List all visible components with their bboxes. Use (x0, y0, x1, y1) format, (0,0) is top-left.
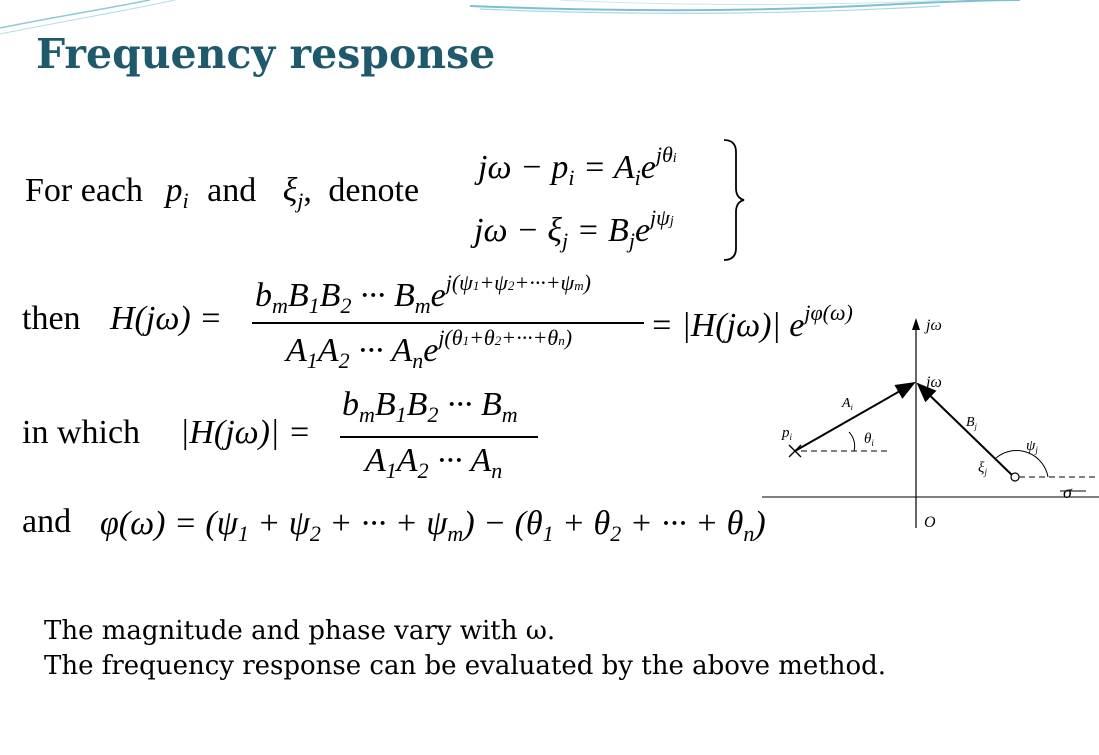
point-jw-label: jω (926, 374, 942, 391)
H-denominator: $A_1A_2$ ··· $A_ne^{j(\theta 1+\theta 2+\cdot\cdot\cdot+\theta n)}$ (286, 325, 573, 373)
H-rhs: = |H(jω)| $e^{j\varphi(\omega)}$ (650, 300, 853, 344)
symbol-xi-j: $\xi_j$ (282, 172, 304, 213)
H-numerator: $b_mB_1B_2$ ··· $B_me^{j(\psi 1+\psi 2+\cdot\cdot\cdot+\psi m)}$ (255, 270, 591, 318)
H-fraction-bar (252, 322, 644, 324)
for-each-line (25, 172, 419, 214)
note-line-2: The frequency response can be evaluated by the above method. (44, 651, 887, 681)
page-title: Frequency response (36, 30, 496, 78)
pole-label: $p_i$ (782, 425, 793, 442)
imag-axis-arrow (912, 318, 920, 330)
vector-A-label: $A_i$ (842, 396, 853, 412)
and-text: and (207, 172, 257, 209)
magnitude-denominator: $A_1A_2$ ··· $A_n$ (365, 442, 503, 483)
zero-label: $\xi_j$ (978, 460, 987, 477)
notes (44, 614, 886, 684)
axis-jw-label: jω (926, 317, 942, 334)
H-lhs: H(jω) = (110, 300, 223, 337)
in-which-text: in which (22, 414, 141, 451)
then-text: then (22, 300, 81, 337)
denote-text: denote (328, 172, 420, 209)
theta-label: $\theta_i$ (864, 431, 874, 448)
origin-label: O (924, 514, 936, 531)
and-phase-text: and (22, 503, 72, 540)
psi-label: $\psi_j$ (1026, 438, 1038, 455)
magnitude-fraction-bar (340, 436, 538, 438)
equation-pole: $j\omega - p_i = A_ie^{j\theta i}$ (478, 142, 677, 190)
theta-arc (849, 432, 855, 451)
right-brace (718, 138, 748, 262)
comma-text: , (303, 172, 312, 209)
equation-zero: $j\omega - \xi_j = B_je^{j\psi j}$ (474, 205, 674, 253)
magnitude-numerator: $b_mB_1B_2$ ··· $B_m$ (342, 386, 518, 427)
magnitude-lhs: |H(jω)| = (180, 414, 311, 451)
note-line-1: The magnitude and phase vary with ω. (44, 616, 556, 646)
pole-zero-vector-diagram (760, 300, 1099, 540)
symbol-p-i: $p_i$ (165, 172, 189, 213)
sigma-label: σ (1063, 482, 1072, 502)
vector-B (918, 384, 1014, 477)
vector-B-label: $B_j$ (966, 415, 977, 431)
psi-arc (996, 451, 1048, 477)
for-each-text: For each (25, 172, 144, 209)
zero-marker (1011, 473, 1019, 481)
phase-equation: $\varphi(\omega) = (\psi_1 + \psi_2$ + ··· + $\psi_m) - (\theta_1 + \theta_2$ + ··· + $\theta_n$) (100, 505, 766, 546)
